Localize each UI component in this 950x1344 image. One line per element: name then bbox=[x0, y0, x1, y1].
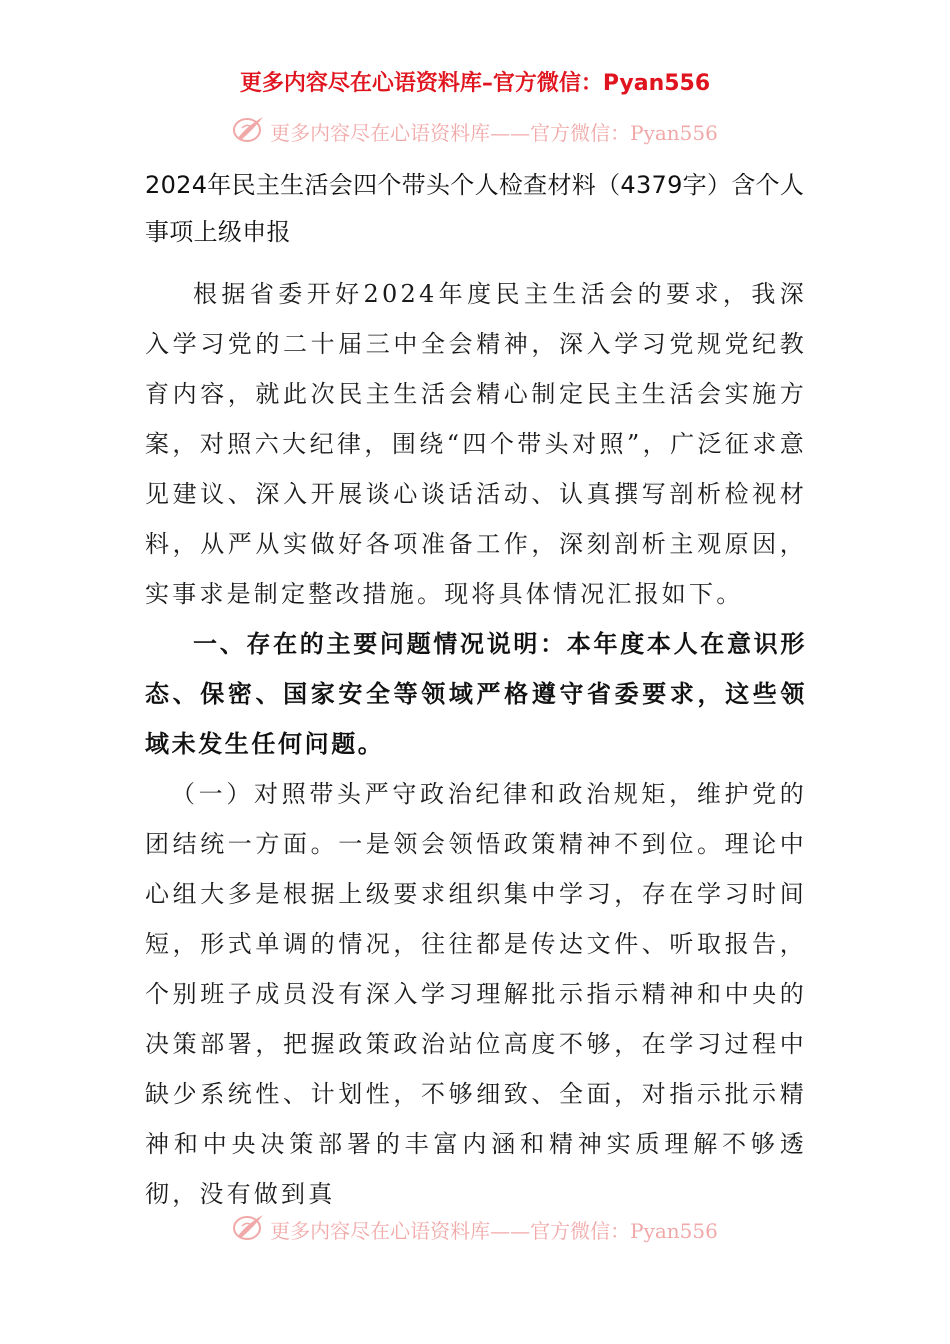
watermark-top bbox=[0, 114, 950, 149]
watermark-top-text: 更多内容尽在心语资料库——官方微信：Pyan556 bbox=[270, 121, 718, 145]
header-banner: 更多内容尽在心语资料库–官方微信：Pyan556 bbox=[239, 71, 711, 96]
section-heading-1: 一、存在的主要问题情况说明：本年度本人在意识形态、保密、国家安全等领域严格遵守省委要求，这些领域未发生任何问题。 bbox=[145, 630, 807, 758]
quill-pen-logo-icon bbox=[232, 1212, 266, 1247]
document-title: 2024年民主生活会四个带头个人检查材料（4379字）含个人事项上级申报 bbox=[145, 171, 805, 246]
document-body bbox=[145, 150, 807, 1219]
watermark-bottom bbox=[0, 1212, 950, 1247]
intro-paragraph: 根据省委开好2024年度民主生活会的要求，我深入学习党的二十届三中全会精神，深入学习党规党纪教育内容，就此次民主生活会精心制定民主生活会实施方案，对照六大纪律，围绕“四个带头对照”，广泛征求意见建议、深入开展谈心谈话活动、认真撰写剖析检视材料，从严从实做好各项准备工作，深刻剖析主观原因，实事求是制定整改措施。现将具体情况汇报如下。 bbox=[145, 280, 807, 608]
subsection-paragraph-1: （一）对照带头严守政治纪律和政治规矩，维护党的团结统一方面。一是领会领悟政策精神不到位。理论中心组大多是根据上级要求组织集中学习，存在学习时间短，形式单调的情况，往往都是传达文件、听取报告，个别班子成员没有深入学习理解批示指示精神和中央的决策部署，把握政策政治站位高度不够，在学习过程中缺少系统性、计划性，不够细致、全面，对指示批示精神和中央决策部署的丰富内涵和精神实质理解不够透彻，没有做到真 bbox=[145, 780, 807, 1208]
quill-pen-logo-icon bbox=[232, 114, 266, 149]
watermark-bottom-text: 更多内容尽在心语资料库——官方微信：Pyan556 bbox=[270, 1219, 718, 1243]
